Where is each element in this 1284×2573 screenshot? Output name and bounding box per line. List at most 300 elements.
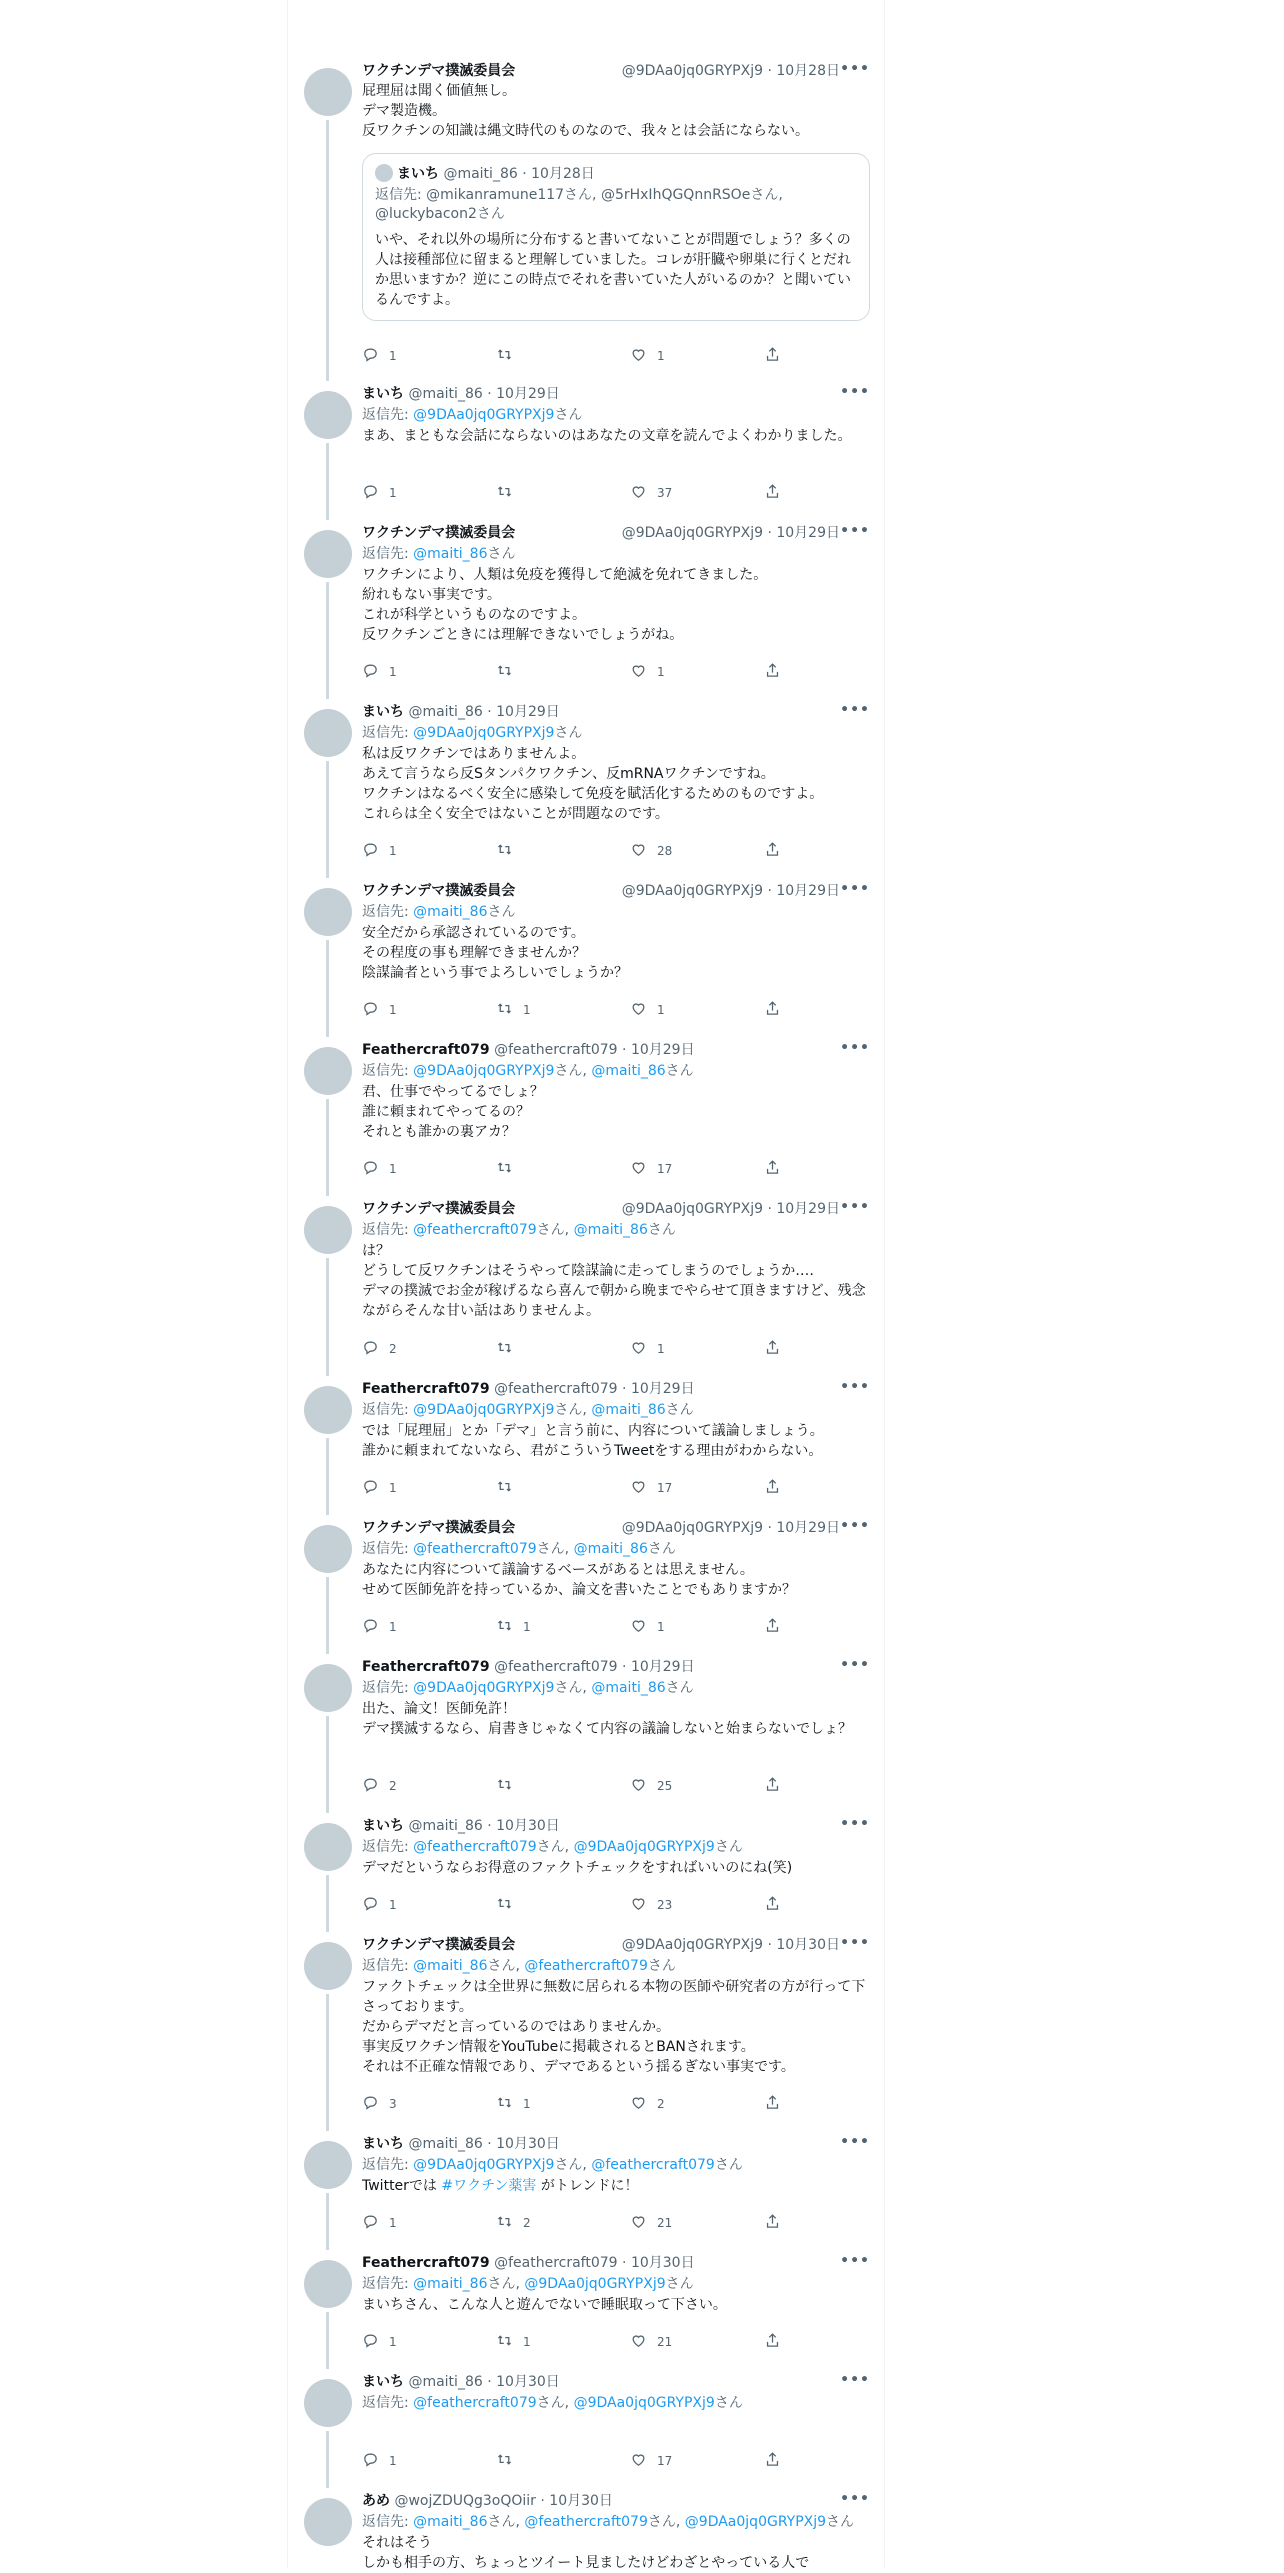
share-button[interactable] — [764, 1776, 781, 1796]
share-icon — [764, 1776, 781, 1796]
mention-link[interactable]: @maiti_86 — [573, 1541, 648, 1557]
heart-icon — [630, 1000, 647, 1020]
tweet-text: 君、仕事でやってるでしょ？ 誰に頼まれてやってるの？ それとも誰かの裏アカ？ — [362, 1084, 544, 1140]
reply-count: 1 — [389, 1481, 397, 1495]
like-button[interactable] — [630, 2451, 672, 2471]
tweet-header — [362, 1380, 870, 1398]
thread-line — [326, 2312, 329, 2369]
reply-to-text: 返信先: — [362, 1541, 414, 1557]
like-button[interactable] — [630, 1159, 672, 1179]
reply-to — [362, 545, 870, 564]
user-handle[interactable]: @maiti_86 — [408, 2374, 483, 2390]
share-button[interactable] — [764, 2332, 781, 2352]
like-button[interactable] — [630, 1339, 665, 1359]
tweet-body — [362, 524, 870, 645]
avatar[interactable] — [304, 1823, 352, 1871]
reply-to-text: さん, — [554, 1402, 592, 1418]
user-handle[interactable]: @maiti_86 — [408, 1818, 483, 1834]
share-button[interactable] — [764, 841, 781, 861]
like-count: 1 — [657, 1003, 665, 1017]
handle-date[interactable]: @wojZDUQg3oQOiir · 10月30日 — [394, 2493, 613, 2509]
reply-button[interactable] — [362, 2094, 397, 2114]
tweet-text: 出た、論文！医師免許！ デマ撲滅するなら、肩書きじゃなくて内容の議論しないと始まらないでしょ？ — [362, 1701, 852, 1737]
display-name[interactable]: ワクチンデマ撲滅委員会 — [362, 1937, 516, 1953]
display-name[interactable]: まいち — [362, 704, 404, 720]
display-name[interactable]: まいち — [362, 2136, 404, 2152]
reply-to — [362, 1540, 870, 1559]
reply-to-text: さん — [554, 725, 583, 741]
reply-button[interactable] — [362, 483, 397, 503]
display-name[interactable]: ワクチンデマ撲滅委員会 — [362, 1201, 516, 1217]
tweet-text-part: がトレンドに！ — [536, 2178, 639, 2194]
thread-line — [326, 1258, 329, 1376]
like-button[interactable] — [630, 841, 672, 861]
retweet-icon — [496, 1776, 513, 1796]
avatar[interactable] — [304, 1942, 352, 1990]
like-button[interactable] — [630, 1000, 665, 1020]
retweet-icon — [496, 1617, 513, 1637]
reply-button[interactable] — [362, 2332, 397, 2352]
handle-date[interactable]: @feathercraft079 · 10月29日 — [494, 1659, 695, 1675]
share-button[interactable] — [764, 2094, 781, 2114]
heart-icon — [630, 2332, 647, 2352]
user-handle[interactable]: @wojZDUQg3oQOiir — [394, 2493, 536, 2509]
quoted-tweet[interactable] — [362, 153, 870, 321]
mention-link[interactable]: @9DAa0jq0GRYPXj9 — [413, 1402, 555, 1418]
mention-link[interactable]: @9DAa0jq0GRYPXj9 — [413, 1063, 555, 1079]
user-handle[interactable]: @feathercraft079 — [494, 1042, 618, 1058]
reply-to — [362, 1401, 870, 1420]
tweet-header — [362, 385, 870, 403]
mention-link[interactable]: @maiti_86 — [591, 1680, 666, 1696]
heart-icon — [630, 1617, 647, 1637]
avatar[interactable] — [304, 2260, 352, 2308]
tweet-header — [362, 1817, 870, 1835]
handle-date[interactable]: @maiti_86 · 10月29日 — [408, 386, 560, 402]
more-icon[interactable]: ••• — [840, 1518, 870, 1534]
like-count: 1 — [657, 1620, 665, 1634]
tweet-date[interactable]: 10月29日 — [776, 1201, 840, 1217]
like-button[interactable] — [630, 662, 665, 682]
mention-link[interactable]: @9DAa0jq0GRYPXj9 — [413, 2157, 555, 2173]
avatar[interactable] — [304, 68, 352, 116]
tweet-date[interactable]: 10月30日 — [496, 2374, 560, 2390]
retweet-button[interactable] — [496, 1339, 523, 1359]
share-button[interactable] — [764, 662, 781, 682]
share-button[interactable] — [764, 1478, 781, 1498]
display-name[interactable]: ワクチンデマ撲滅委員会 — [362, 883, 516, 899]
mention-link[interactable]: @maiti_86 — [413, 2276, 488, 2292]
reply-icon — [362, 1617, 379, 1637]
handle-date[interactable]: @9DAa0jq0GRYPXj9 · 10月29日 — [621, 1520, 840, 1536]
mention-link[interactable]: @maiti_86 — [413, 1958, 488, 1974]
retweet-button[interactable] — [496, 2332, 531, 2352]
handle-date[interactable]: @feathercraft079 · 10月29日 — [494, 1381, 695, 1397]
tweet-actions — [362, 1478, 792, 1498]
tweet-text: は？ どうして反ワクチンはそうやって陰謀論に走ってしまうのでしょうか‥‥ デマの撲滅でお金が稼げるなら喜んで朝から晩までやらせて頂きますけど、残念ながらそんな甘い話はありませんよ。 — [362, 1243, 866, 1319]
user-handle[interactable]: @9DAa0jq0GRYPXj9 — [621, 1201, 763, 1217]
mention-link[interactable]: @maiti_86 — [573, 1222, 648, 1238]
user-handle[interactable]: @9DAa0jq0GRYPXj9 — [621, 63, 763, 79]
share-icon — [764, 2332, 781, 2352]
tweet-text: まあ、まともな会話にならないのはあなたの文章を読んでよくわかりました。 — [362, 428, 852, 444]
share-button[interactable] — [764, 2213, 781, 2233]
more-icon[interactable]: ••• — [840, 61, 870, 77]
reply-to-text: 返信先: — [362, 546, 414, 562]
tweet-date[interactable]: 10月30日 — [496, 1818, 560, 1834]
avatar[interactable] — [304, 1206, 352, 1254]
reply-to-text: さん, — [536, 1541, 574, 1557]
reply-to — [362, 903, 870, 922]
handle-date[interactable]: @maiti_86 · 10月30日 — [408, 2374, 560, 2390]
share-button[interactable] — [764, 1895, 781, 1915]
tweet-date[interactable]: 10月30日 — [549, 2493, 613, 2509]
hashtag-link[interactable]: #ワクチン薬害 — [441, 2178, 537, 2194]
more-icon[interactable]: ••• — [840, 1040, 870, 1056]
like-button[interactable] — [630, 1895, 672, 1915]
retweet-icon — [496, 662, 513, 682]
display-name[interactable]: まいち — [362, 386, 404, 402]
mention-link[interactable]: @9DAa0jq0GRYPXj9 — [413, 407, 555, 423]
tweet-actions — [362, 1000, 792, 1020]
user-handle[interactable]: @maiti_86 — [408, 704, 483, 720]
display-name[interactable]: Feathercraft079 — [362, 2255, 490, 2271]
reply-to — [362, 724, 870, 743]
reply-count: 2 — [389, 1779, 397, 1793]
more-icon[interactable]: ••• — [840, 881, 870, 897]
like-button[interactable] — [630, 2332, 672, 2352]
reply-to-text: さん, — [647, 2514, 685, 2530]
mention-link[interactable]: @9DAa0jq0GRYPXj9 — [684, 2514, 827, 2530]
tweet-header — [362, 2492, 870, 2510]
user-handle[interactable]: @9DAa0jq0GRYPXj9 — [621, 1937, 763, 1953]
retweet-icon — [496, 2451, 513, 2471]
share-button[interactable] — [764, 1617, 781, 1637]
share-icon — [764, 1617, 781, 1637]
handle-date[interactable]: @maiti_86 · 10月30日 — [408, 1818, 560, 1834]
reply-button[interactable] — [362, 1895, 397, 1915]
like-button[interactable] — [630, 2213, 672, 2233]
thread-line — [326, 582, 329, 699]
mention-link[interactable]: @feathercraft079 — [413, 1839, 537, 1855]
mention-link[interactable]: @feathercraft079 — [524, 2514, 648, 2530]
tweet-header — [362, 1041, 870, 1059]
display-name[interactable]: まいち — [362, 2374, 404, 2390]
share-icon — [764, 1895, 781, 1915]
more-icon[interactable]: ••• — [840, 2491, 870, 2507]
retweet-button[interactable] — [496, 1159, 523, 1179]
tweet-header — [362, 2254, 870, 2272]
reply-count: 1 — [389, 2454, 397, 2468]
more-icon[interactable]: ••• — [840, 2134, 870, 2150]
tweet-date[interactable]: 10月30日 — [776, 1937, 840, 1953]
mention-link[interactable]: @9DAa0jq0GRYPXj9 — [524, 2276, 666, 2292]
reply-to — [362, 2156, 870, 2175]
user-handle[interactable]: @9DAa0jq0GRYPXj9 — [621, 883, 763, 899]
retweet-button[interactable] — [496, 346, 523, 366]
user-handle[interactable]: @maiti_86 — [408, 386, 483, 402]
display-name[interactable]: ワクチンデマ撲滅委員会 — [362, 525, 516, 541]
avatar[interactable] — [304, 888, 352, 936]
mention-link[interactable]: @9DAa0jq0GRYPXj9 — [413, 725, 555, 741]
retweet-count: 2 — [523, 2216, 531, 2230]
reply-to — [362, 2275, 870, 2294]
mention-link[interactable]: @maiti_86 — [413, 904, 488, 920]
mention-link[interactable]: @feathercraft079 — [524, 1958, 648, 1974]
reply-to-text: さん, — [536, 1839, 574, 1855]
avatar[interactable] — [304, 1525, 352, 1573]
handle-date[interactable]: @9DAa0jq0GRYPXj9 · 10月29日 — [621, 1201, 840, 1217]
thread-line — [326, 2193, 329, 2250]
handle-date[interactable]: @9DAa0jq0GRYPXj9 · 10月29日 — [621, 525, 840, 541]
reply-to-text: 返信先: — [362, 1222, 414, 1238]
mention-link[interactable]: @9DAa0jq0GRYPXj9 — [573, 2395, 715, 2411]
reply-to-text: 返信先: — [362, 1063, 414, 1079]
tweet-body — [362, 2373, 870, 2413]
reply-icon — [362, 2451, 379, 2471]
reply-count: 1 — [389, 2335, 397, 2349]
heart-icon — [630, 2213, 647, 2233]
share-button[interactable] — [764, 1339, 781, 1359]
tweet-date[interactable]: 10月29日 — [630, 1042, 695, 1058]
reply-button[interactable] — [362, 1339, 397, 1359]
retweet-button[interactable] — [496, 2451, 523, 2471]
retweet-button[interactable] — [496, 2213, 531, 2233]
tweet-date[interactable]: 10月29日 — [496, 704, 560, 720]
reply-icon — [362, 1478, 379, 1498]
like-button[interactable] — [630, 2094, 665, 2114]
user-handle[interactable]: @9DAa0jq0GRYPXj9 — [621, 525, 763, 541]
tweet-body — [362, 1817, 870, 1878]
more-icon[interactable]: ••• — [840, 384, 870, 400]
reply-icon — [362, 1895, 379, 1915]
handle-date[interactable]: @maiti_86 · 10月30日 — [408, 2136, 560, 2152]
reply-count: 2 — [389, 1342, 397, 1356]
reply-to-text: さん — [714, 2157, 743, 2173]
mention-link[interactable]: @9DAa0jq0GRYPXj9 — [413, 1680, 555, 1696]
more-icon[interactable]: ••• — [840, 523, 870, 539]
heart-icon — [630, 1159, 647, 1179]
retweet-icon — [496, 2332, 513, 2352]
display-name[interactable]: Feathercraft079 — [362, 1381, 490, 1397]
handle-date[interactable]: @9DAa0jq0GRYPXj9 · 10月28日 — [621, 63, 840, 79]
reply-button[interactable] — [362, 2451, 397, 2471]
tweet-date[interactable]: 10月30日 — [630, 2255, 695, 2271]
retweet-icon — [496, 346, 513, 366]
mention-link[interactable]: @feathercraft079 — [413, 1541, 537, 1557]
tweet-header — [362, 2373, 870, 2391]
reply-icon — [362, 1159, 379, 1179]
handle-date[interactable]: @maiti_86 · 10月29日 — [408, 704, 560, 720]
display-name[interactable]: ワクチンデマ撲滅委員会 — [362, 63, 516, 79]
avatar[interactable] — [304, 1664, 352, 1712]
reply-to-text: 返信先: — [362, 2157, 414, 2173]
retweet-button[interactable] — [496, 483, 523, 503]
retweet-count: 1 — [523, 1003, 531, 1017]
like-button[interactable] — [630, 346, 665, 366]
tweet-actions — [362, 2094, 792, 2114]
share-button[interactable] — [764, 346, 781, 366]
reply-button[interactable] — [362, 1478, 397, 1498]
retweet-icon — [496, 1895, 513, 1915]
avatar[interactable] — [304, 2141, 352, 2189]
reply-to-text: さん — [647, 1541, 676, 1557]
retweet-button[interactable] — [496, 1617, 531, 1637]
more-icon[interactable]: ••• — [840, 1379, 870, 1395]
quoted-avatar — [375, 164, 393, 182]
like-count: 17 — [657, 1162, 673, 1176]
tweet-date[interactable]: 10月30日 — [496, 2136, 560, 2152]
share-button[interactable] — [764, 1159, 781, 1179]
avatar[interactable] — [304, 2379, 352, 2427]
tweet-date[interactable]: 10月29日 — [776, 1520, 840, 1536]
tweet-actions — [362, 1617, 792, 1637]
tweet-body — [362, 2254, 870, 2315]
tweet-date[interactable]: 10月29日 — [630, 1381, 695, 1397]
reply-to-text: 返信先: — [362, 904, 414, 920]
avatar[interactable] — [304, 1386, 352, 1434]
avatar[interactable] — [304, 2498, 352, 2546]
tweet-header — [362, 703, 870, 721]
reply-icon — [362, 1339, 379, 1359]
like-button[interactable] — [630, 1617, 665, 1637]
handle-date[interactable]: @feathercraft079 · 10月29日 — [494, 1042, 695, 1058]
tweet-actions — [362, 1339, 792, 1359]
tweet-date[interactable]: 10月29日 — [496, 386, 560, 402]
share-icon — [764, 2451, 781, 2471]
handle-date[interactable]: @9DAa0jq0GRYPXj9 · 10月29日 — [621, 883, 840, 899]
reply-icon — [362, 483, 379, 503]
tweet-actions — [362, 2332, 792, 2352]
mention-link[interactable]: @maiti_86 — [413, 546, 488, 562]
retweet-button[interactable] — [496, 1000, 531, 1020]
user-handle[interactable]: @feathercraft079 — [494, 2255, 618, 2271]
reply-to-text: さん, — [536, 1222, 574, 1238]
reply-to-text: さん, — [554, 1680, 592, 1696]
reply-button[interactable] — [362, 1617, 397, 1637]
display-name[interactable]: Feathercraft079 — [362, 1042, 490, 1058]
share-icon — [764, 483, 781, 503]
reply-count: 1 — [389, 349, 397, 363]
like-button[interactable] — [630, 1478, 672, 1498]
tweet-text: ワクチンにより、人類は免疫を獲得して絶滅を免れてきました。 紛れもない事実です。 これが科学というものなのですよ。 反ワクチンごときには理解できないでしょうがね。 — [362, 567, 768, 643]
user-handle[interactable]: @maiti_86 — [408, 2136, 483, 2152]
heart-icon — [630, 662, 647, 682]
avatar[interactable] — [304, 1047, 352, 1095]
tweet-text: 安全だから承認されているのです。 その程度の事も理解できませんか？ 陰謀論者という事でよろしいでしょうか？ — [362, 925, 628, 981]
like-button[interactable] — [630, 1776, 672, 1796]
tweet-body — [362, 2135, 870, 2196]
more-icon[interactable]: ••• — [840, 2372, 870, 2388]
thread-line — [326, 1099, 329, 1196]
mention-link[interactable]: @feathercraft079 — [413, 1222, 537, 1238]
user-handle[interactable]: @9DAa0jq0GRYPXj9 — [621, 1520, 763, 1536]
avatar[interactable] — [304, 709, 352, 757]
reply-icon — [362, 2332, 379, 2352]
retweet-icon — [496, 2213, 513, 2233]
tweet-actions — [362, 1776, 792, 1796]
tweet-body — [362, 1200, 870, 1321]
share-icon — [764, 1339, 781, 1359]
handle-date[interactable]: @feathercraft079 · 10月30日 — [494, 2255, 695, 2271]
reply-to-text: 返信先: — [362, 407, 414, 423]
display-name[interactable]: あめ — [362, 2493, 390, 2509]
retweet-button[interactable] — [496, 1895, 523, 1915]
retweet-button[interactable] — [496, 662, 523, 682]
reply-count: 1 — [389, 1162, 397, 1176]
mention-link[interactable]: @feathercraft079 — [413, 2395, 537, 2411]
more-icon[interactable]: ••• — [840, 1199, 870, 1215]
tweet-date[interactable]: 10月29日 — [776, 883, 840, 899]
reply-to-text: 返信先: — [362, 1680, 414, 1696]
reply-to-text: 返信先: — [362, 725, 414, 741]
reply-button[interactable] — [362, 1776, 397, 1796]
mention-link[interactable]: @feathercraft079 — [591, 2157, 715, 2173]
reply-button[interactable] — [362, 1000, 397, 1020]
reply-button[interactable] — [362, 1159, 397, 1179]
share-button[interactable] — [764, 1000, 781, 1020]
tweet-actions — [362, 841, 792, 861]
mention-link[interactable]: @maiti_86 — [413, 2514, 488, 2530]
share-button[interactable] — [764, 483, 781, 503]
reply-to-text: さん, — [487, 2514, 525, 2530]
tweet-date[interactable]: 10月29日 — [776, 525, 840, 541]
mention-link[interactable]: @maiti_86 — [591, 1063, 666, 1079]
more-icon[interactable]: ••• — [840, 702, 870, 718]
quoted-reply-to: 返信先: @mikanramune117さん, @5rHxIhQGQnnRSOeさん, @luckybacon2さん — [375, 187, 783, 222]
share-button[interactable] — [764, 2451, 781, 2471]
more-icon[interactable]: ••• — [840, 1935, 870, 1951]
display-name[interactable]: Feathercraft079 — [362, 1659, 490, 1675]
mention-link[interactable]: @maiti_86 — [591, 1402, 666, 1418]
heart-icon — [630, 1895, 647, 1915]
display-name[interactable]: ワクチンデマ撲滅委員会 — [362, 1520, 516, 1536]
like-button[interactable] — [630, 483, 672, 503]
tweet-text: 屁理屈は聞く価値無し。 デマ製造機。 反ワクチンの知識は縄文時代のものなので、我々とは会話にならない。 — [362, 83, 810, 139]
retweet-icon — [496, 1000, 513, 1020]
display-name[interactable]: まいち — [362, 1818, 404, 1834]
retweet-button[interactable] — [496, 1776, 523, 1796]
reply-button[interactable] — [362, 2213, 397, 2233]
avatar[interactable] — [304, 530, 352, 578]
retweet-button[interactable] — [496, 2094, 531, 2114]
handle-date[interactable]: @9DAa0jq0GRYPXj9 · 10月30日 — [621, 1937, 840, 1953]
reply-button[interactable] — [362, 346, 397, 366]
quoted-header — [375, 164, 857, 183]
user-handle[interactable]: @feathercraft079 — [494, 1381, 618, 1397]
more-icon[interactable]: ••• — [840, 1657, 870, 1673]
reply-count: 1 — [389, 665, 397, 679]
avatar[interactable] — [304, 391, 352, 439]
user-handle[interactable]: @feathercraft079 — [494, 1659, 618, 1675]
reply-count: 1 — [389, 486, 397, 500]
tweet-date[interactable]: 10月28日 — [776, 63, 840, 79]
mention-link[interactable]: @9DAa0jq0GRYPXj9 — [573, 1839, 715, 1855]
heart-icon — [630, 2451, 647, 2471]
reply-button[interactable] — [362, 841, 397, 861]
tweet-actions — [362, 2213, 792, 2233]
reply-to-text: さん — [487, 546, 516, 562]
retweet-button[interactable] — [496, 841, 523, 861]
more-icon[interactable]: ••• — [840, 1816, 870, 1832]
retweet-button[interactable] — [496, 1478, 523, 1498]
reply-to-text: さん — [647, 1222, 676, 1238]
reply-button[interactable] — [362, 662, 397, 682]
tweet-date[interactable]: 10月29日 — [630, 1659, 695, 1675]
reply-icon — [362, 346, 379, 366]
quoted-name: まいち — [397, 166, 439, 182]
more-icon[interactable]: ••• — [840, 2253, 870, 2269]
